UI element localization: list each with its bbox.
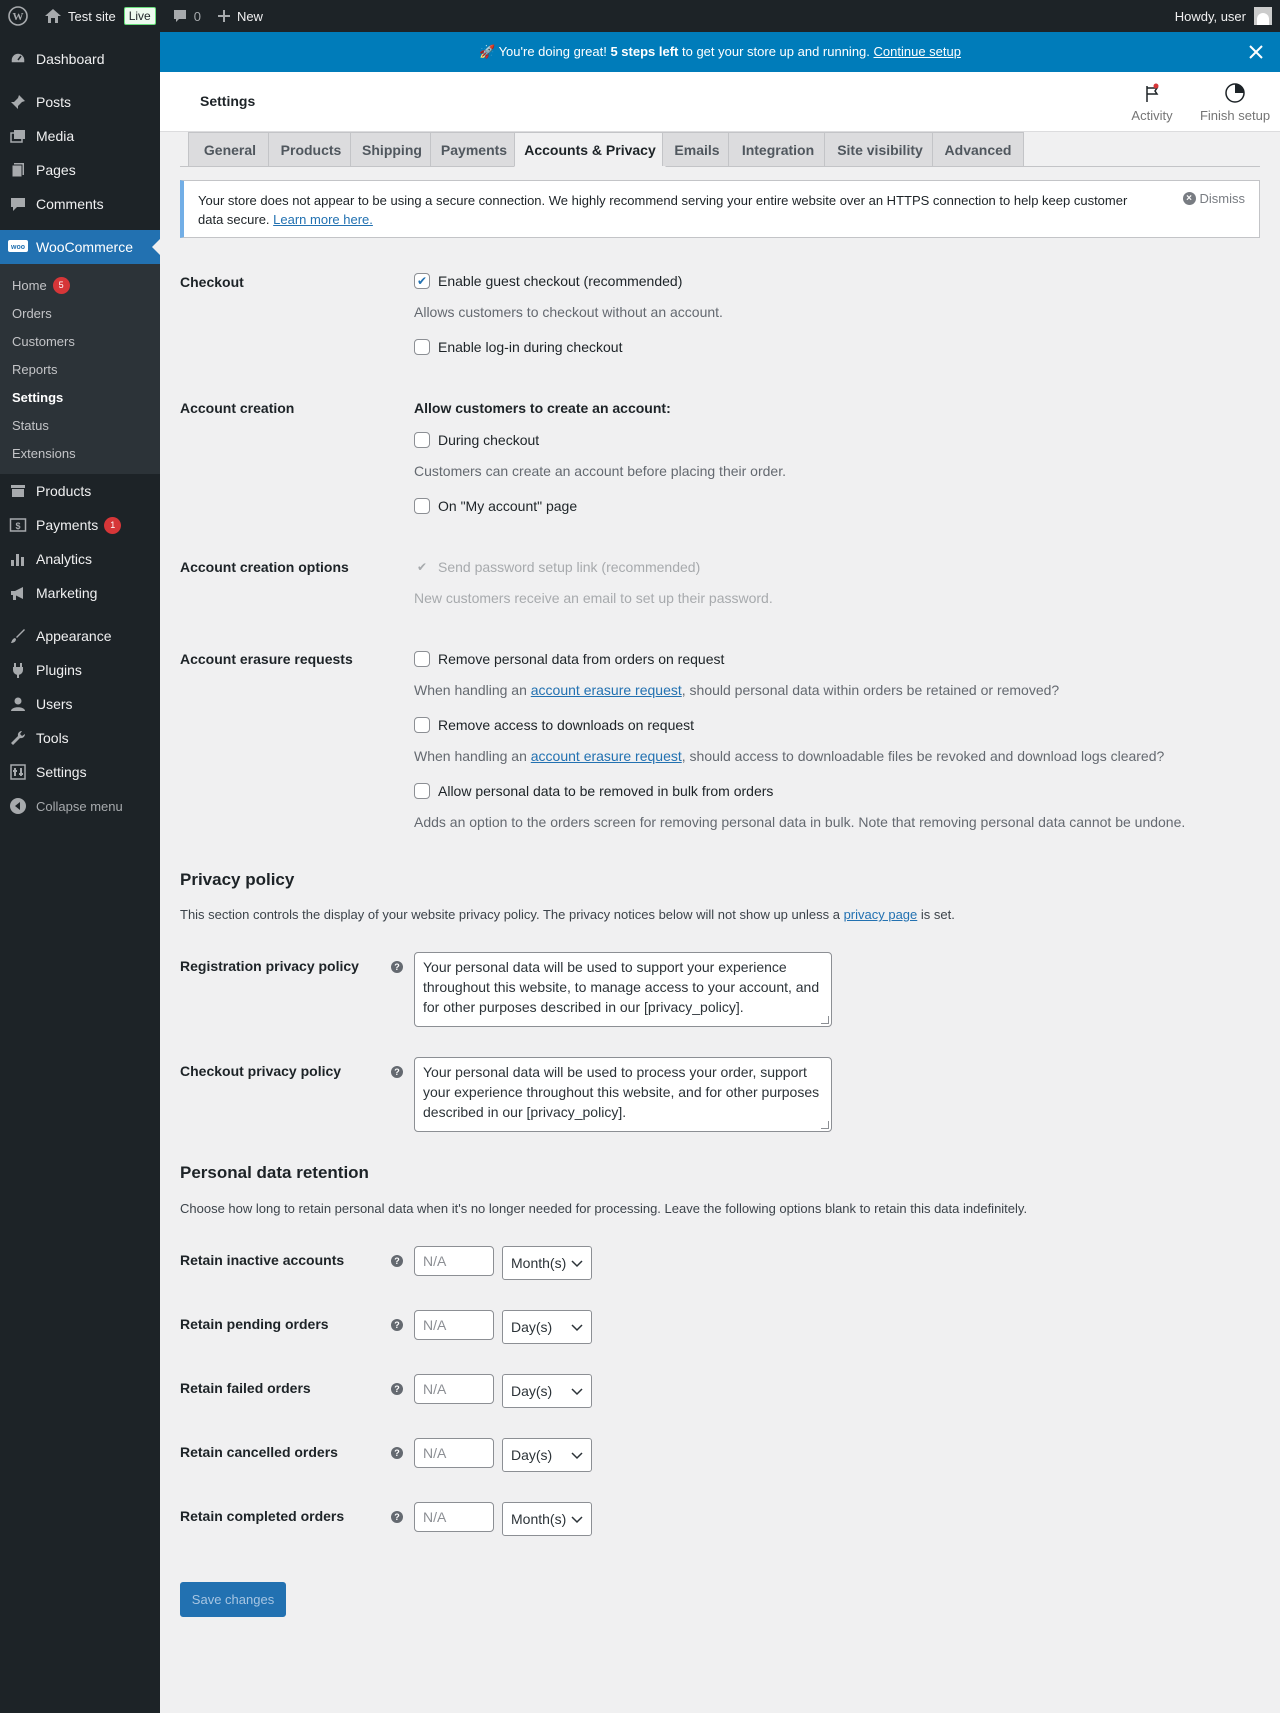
help-icon[interactable]: ? xyxy=(391,1383,403,1395)
guest-checkout-checkbox[interactable]: ✔ xyxy=(414,273,430,289)
submenu-reports[interactable] xyxy=(0,355,160,383)
menu-label: Settings xyxy=(36,764,87,780)
pages-icon xyxy=(8,160,28,180)
tab-products[interactable]: Products xyxy=(268,132,354,166)
menu-label: Pages xyxy=(36,162,76,178)
dismiss-label: Dismiss xyxy=(1199,191,1245,206)
payments-count-badge: 1 xyxy=(104,517,121,534)
submenu-label: Extensions xyxy=(12,445,76,461)
my-account[interactable] xyxy=(1175,7,1280,25)
erasure-request-link[interactable]: account erasure request xyxy=(530,682,682,698)
registration-privacy-label: Registration privacy policy xyxy=(180,958,359,974)
send-password-option xyxy=(414,559,700,575)
menu-label: Dashboard xyxy=(36,51,105,67)
option-label: During checkout xyxy=(438,432,540,448)
erasure-request-link[interactable]: account erasure request xyxy=(530,748,682,764)
retain-pending-unit-select[interactable] xyxy=(502,1310,592,1344)
menu-label: Media xyxy=(36,128,75,144)
during-checkout-desc: Customers can create an account before placing their order. xyxy=(414,463,786,479)
retain-failed-input[interactable]: N/A xyxy=(414,1374,494,1404)
tab-site-visibility[interactable]: Site visibility xyxy=(824,132,936,166)
help-icon[interactable]: ? xyxy=(391,961,403,973)
tab-integration[interactable]: Integration xyxy=(728,132,828,166)
retention-heading: Personal data retention xyxy=(180,1163,369,1182)
menu-label: Comments xyxy=(36,196,104,212)
menu-plugins[interactable] xyxy=(0,653,160,687)
collapse-label: Collapse menu xyxy=(36,798,123,814)
menu-users[interactable] xyxy=(0,687,160,721)
finish-setup-label: Finish setup xyxy=(1199,108,1271,123)
site-name-link[interactable] xyxy=(36,0,164,32)
archive-icon xyxy=(8,481,28,501)
finish-setup-button[interactable] xyxy=(1192,82,1278,123)
retain-cancelled-label: Retain cancelled orders xyxy=(180,1444,338,1460)
collapse-menu-button[interactable] xyxy=(0,789,160,823)
checkout-privacy-label: Checkout privacy policy xyxy=(180,1063,342,1079)
page-title: Settings xyxy=(200,93,256,109)
guest-checkout-option[interactable] xyxy=(414,273,682,289)
option-label: Remove personal data from orders on request xyxy=(438,651,725,667)
menu-media[interactable] xyxy=(0,119,160,153)
bulk-removal-checkbox[interactable] xyxy=(414,783,430,799)
login-checkout-option[interactable] xyxy=(414,339,622,355)
chevron-down-icon xyxy=(571,1447,583,1463)
retain-inactive-unit-select[interactable] xyxy=(502,1246,592,1280)
comment-icon xyxy=(8,194,28,214)
retain-completed-label: Retain completed orders xyxy=(180,1508,345,1524)
notice-text: Your store does not appear to be using a secure connection. We highly recommend serving your entire website over an HTTPS connection to help keep customer data secure. Learn more here. xyxy=(198,193,1128,227)
dashboard-icon xyxy=(8,49,28,69)
retention-desc: Choose how long to retain personal data when it's no longer needed for processing. Leave the following options blank to retain this data indefinitely. xyxy=(180,1201,1028,1216)
menu-woocommerce[interactable] xyxy=(0,230,160,264)
chevron-down-icon xyxy=(571,1383,583,1399)
tab-payments[interactable]: Payments xyxy=(430,132,518,166)
option-label: Send password setup link (recommended) xyxy=(438,559,701,575)
menu-label: Plugins xyxy=(36,662,82,678)
submenu-status[interactable] xyxy=(0,411,160,439)
menu-label: Products xyxy=(36,483,92,499)
chevron-down-icon xyxy=(571,1511,583,1527)
account-creation-heading: Allow customers to create an account: xyxy=(414,400,671,416)
help-icon[interactable]: ? xyxy=(391,1319,403,1331)
new-label: New xyxy=(236,8,263,24)
retain-cancelled-input[interactable]: N/A xyxy=(414,1438,494,1468)
live-badge: Live xyxy=(124,7,156,25)
banner-text: 🚀 You're doing great! 5 steps left to get your store up and running. Continue setup xyxy=(479,44,961,59)
close-icon[interactable] xyxy=(1246,42,1266,62)
pin-icon xyxy=(8,92,28,112)
submenu-label: Home xyxy=(12,277,47,293)
site-name: Test site xyxy=(68,8,116,24)
menu-label: Users xyxy=(36,696,73,712)
retain-completed-input[interactable]: N/A xyxy=(414,1502,494,1532)
retain-completed-unit-select[interactable] xyxy=(502,1502,592,1536)
privacy-policy-heading: Privacy policy xyxy=(180,870,295,889)
retain-failed-unit-select[interactable] xyxy=(502,1374,592,1408)
svg-text:woo: woo xyxy=(11,244,25,251)
during-checkout-checkbox[interactable] xyxy=(414,432,430,448)
menu-comments[interactable] xyxy=(0,187,160,221)
tab-general[interactable]: General xyxy=(188,132,272,166)
home-count-badge: 5 xyxy=(53,277,70,294)
collapse-icon xyxy=(8,796,28,816)
dismiss-icon: × xyxy=(1183,192,1196,205)
chevron-down-icon xyxy=(571,1255,583,1271)
retain-pending-label: Retain pending orders xyxy=(180,1316,329,1332)
woo-icon xyxy=(8,237,28,257)
settings-tabs xyxy=(180,132,1260,167)
comments-link[interactable] xyxy=(164,0,209,32)
send-password-checkbox: ✔ xyxy=(416,560,428,574)
plugin-icon xyxy=(8,660,28,680)
save-changes-button[interactable]: Save changes xyxy=(180,1582,286,1617)
retain-inactive-input[interactable]: N/A xyxy=(414,1246,494,1276)
comments-count: 0 xyxy=(193,8,201,24)
menu-posts[interactable] xyxy=(0,85,160,119)
avatar xyxy=(1254,7,1272,25)
option-label: Allow personal data to be removed in bulk from orders xyxy=(438,783,774,799)
admin-bar xyxy=(0,0,1280,32)
remove-downloads-desc: When handling an account erasure request, should access to downloadable files be revoked and download logs cleared? xyxy=(414,748,1165,764)
remove-orders-data-option[interactable] xyxy=(414,651,724,667)
resize-handle[interactable] xyxy=(821,1016,829,1024)
menu-label: Posts xyxy=(36,94,72,110)
menu-label: Analytics xyxy=(36,551,93,567)
checkout-privacy-textarea[interactable]: Your personal data will be used to process your order, support your experience throughout this website, and for other purposes described in our [privacy_policy]. xyxy=(414,1057,832,1132)
menu-dashboard[interactable] xyxy=(0,42,160,76)
home-icon xyxy=(44,8,62,24)
option-label: Enable log-in during checkout xyxy=(438,339,623,355)
account-options-label: Account creation options xyxy=(180,559,349,575)
help-icon[interactable]: ? xyxy=(391,1447,403,1459)
remove-orders-data-checkbox[interactable] xyxy=(414,651,430,667)
during-checkout-option[interactable] xyxy=(414,432,539,448)
option-label: Remove access to downloads on request xyxy=(438,717,695,733)
bulk-removal-desc: Adds an option to the orders screen for removing personal data in bulk. Note that removing personal data cannot be undone. xyxy=(414,814,1186,830)
flag-icon xyxy=(1112,82,1192,104)
submenu-home[interactable] xyxy=(0,271,160,299)
submenu-label: Orders xyxy=(12,305,52,321)
menu-label: Tools xyxy=(36,730,69,746)
new-content-link[interactable] xyxy=(209,0,271,32)
progress-circle-icon xyxy=(1192,82,1278,104)
remove-downloads-option[interactable] xyxy=(414,717,694,733)
menu-pages[interactable] xyxy=(0,153,160,187)
submenu-customers[interactable] xyxy=(0,327,160,355)
submenu-label: Settings xyxy=(12,389,64,405)
send-password-desc: New customers receive an email to set up their password. xyxy=(414,590,773,606)
chevron-down-icon xyxy=(571,1319,583,1335)
activity-button[interactable] xyxy=(1112,82,1192,123)
retain-pending-input[interactable]: N/A xyxy=(414,1310,494,1340)
menu-tools[interactable] xyxy=(0,721,160,755)
select-value: Day(s) xyxy=(511,1319,553,1335)
menu-label: Payments xyxy=(36,517,99,533)
tab-advanced[interactable]: Advanced xyxy=(932,132,1024,166)
settings-icon xyxy=(8,762,28,782)
select-value: Day(s) xyxy=(511,1383,553,1399)
myaccount-option[interactable] xyxy=(414,498,577,514)
megaphone-icon xyxy=(8,583,28,603)
privacy-page-link[interactable]: privacy page xyxy=(843,907,918,922)
select-value: Month(s) xyxy=(511,1511,567,1527)
remove-orders-data-desc: When handling an account erasure request, should personal data within orders be retained or removed? xyxy=(414,682,1060,698)
tab-emails[interactable]: Emails xyxy=(662,132,732,166)
wordpress-logo-icon[interactable] xyxy=(0,0,36,32)
howdy-text: Howdy, user xyxy=(1174,8,1246,24)
tab-shipping[interactable]: Shipping xyxy=(350,132,434,166)
menu-products[interactable] xyxy=(0,474,160,508)
retain-failed-label: Retain failed orders xyxy=(180,1380,311,1396)
option-label: On "My account" page xyxy=(438,498,578,514)
svg-text:$: $ xyxy=(15,521,21,531)
menu-label: Marketing xyxy=(36,585,98,601)
select-value: Day(s) xyxy=(511,1447,553,1463)
submenu-label: Status xyxy=(12,417,49,433)
page-header xyxy=(160,72,1280,132)
comment-icon xyxy=(172,8,188,24)
media-icon xyxy=(8,126,28,146)
menu-label: Appearance xyxy=(36,628,112,644)
submenu-orders[interactable] xyxy=(0,299,160,327)
privacy-policy-desc: This section controls the display of your website privacy policy. The privacy notices below will not show up unless a privacy page is set. xyxy=(180,907,955,922)
retain-inactive-label: Retain inactive accounts xyxy=(180,1252,345,1268)
login-checkout-checkbox[interactable] xyxy=(414,339,430,355)
continue-setup-link[interactable]: Continue setup xyxy=(873,44,961,59)
submenu-label: Customers xyxy=(12,333,75,349)
svg-text:W: W xyxy=(12,11,24,23)
submenu-label: Reports xyxy=(12,361,58,377)
menu-settings[interactable] xyxy=(0,755,160,789)
menu-label: WooCommerce xyxy=(36,239,133,255)
help-icon[interactable]: ? xyxy=(391,1066,403,1078)
select-value: Month(s) xyxy=(511,1255,567,1271)
activity-label: Activity xyxy=(1131,108,1173,123)
resize-handle[interactable] xyxy=(821,1121,829,1129)
menu-payments[interactable] xyxy=(0,508,160,542)
setup-banner xyxy=(160,32,1280,72)
chart-icon xyxy=(8,549,28,569)
erasure-label: Account erasure requests xyxy=(180,651,353,667)
wrench-icon xyxy=(8,728,28,748)
tab-accounts-privacy[interactable]: Accounts & Privacy xyxy=(514,132,666,167)
option-label: Enable guest checkout (recommended) xyxy=(438,273,683,289)
woocommerce-submenu xyxy=(0,264,160,474)
https-notice xyxy=(180,180,1260,238)
retain-cancelled-unit-select[interactable] xyxy=(502,1438,592,1472)
guest-checkout-desc: Allows customers to checkout without an account. xyxy=(414,304,723,320)
myaccount-checkbox[interactable] xyxy=(414,498,430,514)
menu-appearance[interactable] xyxy=(0,619,160,653)
submenu-settings[interactable] xyxy=(0,383,160,411)
user-icon xyxy=(8,694,28,714)
learn-more-link[interactable]: Learn more here. xyxy=(273,212,373,227)
checkout-label: Checkout xyxy=(180,274,244,290)
admin-sidebar xyxy=(0,32,160,1713)
payment-icon xyxy=(8,515,28,535)
plus-icon xyxy=(217,9,231,23)
dismiss-button[interactable] xyxy=(1183,191,1246,206)
submenu-extensions[interactable] xyxy=(0,439,160,467)
registration-privacy-textarea[interactable]: Your personal data will be used to support your experience throughout this website, to manage access to your account, and for other purposes described in our [privacy_policy]. xyxy=(414,952,832,1027)
brush-icon xyxy=(8,626,28,646)
menu-analytics[interactable] xyxy=(0,542,160,576)
bulk-removal-option[interactable] xyxy=(414,783,773,799)
help-icon[interactable]: ? xyxy=(391,1255,403,1267)
remove-downloads-checkbox[interactable] xyxy=(414,717,430,733)
menu-marketing[interactable] xyxy=(0,576,160,610)
help-icon[interactable]: ? xyxy=(391,1511,403,1523)
account-creation-label: Account creation xyxy=(180,400,295,416)
